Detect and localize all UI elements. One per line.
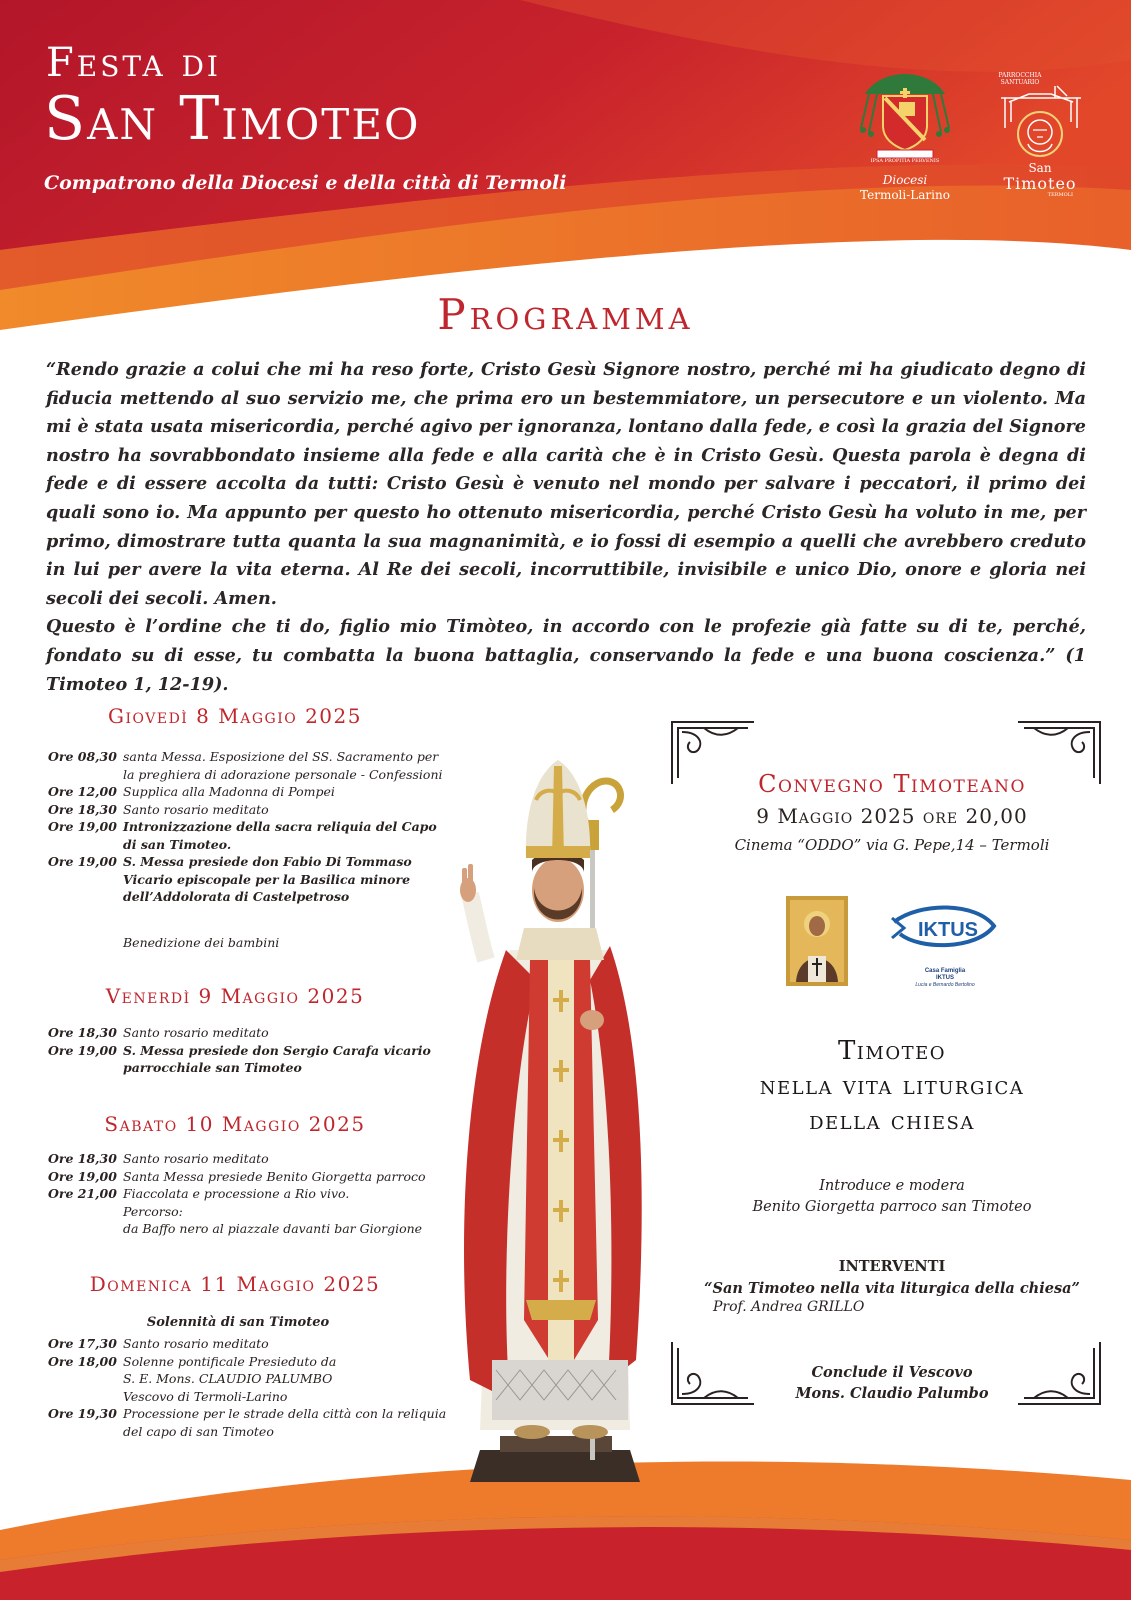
schedule-text: S. Messa presiede don Sergio Carafa vicario parrocchiale san Timoteo xyxy=(123,1042,431,1075)
schedule-text: Santo rosario meditato xyxy=(123,1336,269,1351)
convegno-conclusion xyxy=(690,1362,1094,1404)
schedule-row xyxy=(48,748,448,783)
diocese-name: Diocesi xyxy=(882,173,928,187)
conclusion-line2: Mons. Claudio Palumbo xyxy=(795,1385,989,1402)
schedule-text: Supplica alla Madonna di Pompei xyxy=(123,784,335,799)
intervento-speaker: Prof. Andrea GRILLO xyxy=(713,1299,865,1315)
schedule-time: Ore 12,00 xyxy=(48,784,117,799)
percorso-route: da Baffo nero al piazzale davanti bar Giorgione xyxy=(123,1221,423,1236)
convegno-place: Cinema “ODDO” via G. Pepe,14 – Termoli xyxy=(734,836,1050,854)
schedule-time: Ore 19,30 xyxy=(48,1406,117,1421)
convegno-date: 9 Maggio 2025 ore 20,00 xyxy=(756,804,1028,828)
convegno-topic-line3: della chiesa xyxy=(809,1106,975,1136)
schedule-giovedi xyxy=(48,748,448,906)
convegno-topic-line2: nella vita liturgica xyxy=(759,1071,1025,1101)
saint-icon-image xyxy=(786,896,848,986)
schedule-text: Santo rosario meditato xyxy=(123,801,269,817)
iktus-wordmark: IKTUS xyxy=(918,919,978,941)
iktus-line2: IKTUS xyxy=(936,975,954,981)
schedule-text: santa Messa. Esposizione del SS. Sacramento per la preghiera di adorazione personale - Confessioni xyxy=(123,749,443,782)
schedule-row xyxy=(48,1150,448,1168)
schedule-time: Ore 19,00 xyxy=(48,1168,117,1184)
schedule-time: Ore 19,00 xyxy=(48,1042,117,1058)
parish-logo xyxy=(995,72,1085,199)
schedule-row xyxy=(48,1335,448,1353)
iktus-line3: Lucia e Bernardo Bertolino xyxy=(915,982,975,988)
diocese-place: Termoli-Larino xyxy=(860,188,950,202)
schedule-text: Santo rosario meditato xyxy=(123,1025,269,1040)
convegno-intro-line1: Introduce e modera xyxy=(819,1178,965,1194)
schedule-row xyxy=(48,1388,448,1406)
saint-portrait-icon xyxy=(995,82,1085,162)
parish-place: TERMOLI xyxy=(1047,192,1073,198)
iktus-logo xyxy=(890,904,1000,989)
schedule-time: Ore 17,30 xyxy=(48,1336,117,1351)
schedule-text: Santa Messa presiede Benito Giorgetta parroco xyxy=(123,1168,426,1184)
diocese-motto: IPSA PROPITIA PERVENIS xyxy=(870,158,940,164)
schedule-row xyxy=(48,1405,448,1440)
schedule-text: S. Messa presiede don Fabio Di Tommaso Vicario episcopale per la Basilica minore dell’Addolorata di Castelpetroso xyxy=(123,854,412,904)
schedule-row xyxy=(48,783,448,801)
schedule-text: Santo rosario meditato xyxy=(123,1151,269,1166)
schedule-text: Processione per le strade della città con la reliquia del capo di san Timoteo xyxy=(123,1406,447,1439)
schedule-row xyxy=(48,1370,448,1388)
festa-title-line2: San Timoteo xyxy=(44,84,421,154)
schedule-time: Ore 08,30 xyxy=(48,749,117,764)
schedule-row xyxy=(48,1353,448,1371)
bible-quote xyxy=(46,356,1086,699)
schedule-time: Ore 19,00 xyxy=(48,819,117,834)
bible-quote-p2: Questo è l’ordine che ti do, figlio mio Timòteo, in accordo con le profezie già fatte su di te, perché, fondato su di esse, tu combatta la buona battaglia, conservando la fede e una buona coscienza.” (1 Timoteo 1, 12-19). xyxy=(46,616,1086,695)
day-title-giovedi: Giovedì 8 Maggio 2025 xyxy=(108,704,362,728)
festa-subtitle: Compatrono della Diocesi e della città di Termoli xyxy=(44,172,567,194)
schedule-row xyxy=(48,1024,448,1042)
schedule-time: Ore 19,00 xyxy=(48,854,117,869)
schedule-note-giovedi: Benedizione dei bambini xyxy=(123,935,280,950)
schedule-text: Solenne pontificale Presieduto da xyxy=(123,1353,337,1369)
schedule-sabato xyxy=(48,1150,448,1238)
parish-top-label: PARROCCHIA SANTUARIO xyxy=(998,72,1042,86)
day-title-domenica: Domenica 11 Maggio 2025 xyxy=(89,1272,381,1296)
schedule-row xyxy=(48,1220,448,1238)
saint-timothy-statue-image xyxy=(440,760,670,1490)
day-title-venerdi: Venerdì 9 Maggio 2025 xyxy=(105,984,365,1008)
schedule-time xyxy=(48,1388,123,1406)
intervento-title: “San Timoteo nella vita liturgica della chiesa” xyxy=(704,1280,1080,1297)
interventi-label: INTERVENTI xyxy=(838,1258,946,1275)
schedule-row xyxy=(48,853,448,906)
schedule-row xyxy=(48,1042,448,1077)
schedule-text: Fiaccolata e processione a Rio vivo. xyxy=(123,1186,350,1201)
iktus-line1: Casa Famiglia xyxy=(924,968,966,974)
programma-title: Programma xyxy=(437,290,694,339)
parish-name-2: Timoteo xyxy=(1003,174,1077,193)
bible-quote-p1: “Rendo grazie a colui che mi ha reso forte, Cristo Gesù Signore nostro, perché mi ha giudicato degno di fiducia mettendo al suo servizio me, che prima ero un bestemmiatore, un persecutore e un violento. Ma mi è stata usata misericordia, perché agivo per ignoranza, lontano dalla fede, e così la grazia del Signore nostro ha sovrabbondato insieme alla fede e alla carità che è in Cristo Gesù. Questa parola è degna di fede e di essere accolta da tutti: Cristo Gesù è venuto nel mondo per salvare i peccatori, il primo dei quali sono io. Ma appunto per questo ho ottenuto misericordia, perché Cristo Gesù ha voluto in me, per primo, dimostrare tutta quanta la sua magnanimità, e io fossi di esempio a quelli che avrebbero creduto in lui per avere la vita eterna. Al Re dei secoli, incorruttibile, invisibile e unico Dio, onore e gloria nei secoli dei secoli. Amen. xyxy=(46,359,1086,609)
schedule-text: Intronizzazione della sacra reliquia del Capo di san Timoteo. xyxy=(123,819,437,852)
schedule-venerdi xyxy=(48,1024,448,1077)
schedule-text: Vescovo di Termoli-Larino xyxy=(123,1388,288,1404)
convegno-topic-line1: Timoteo xyxy=(837,1036,947,1066)
day-title-sabato: Sabato 10 Maggio 2025 xyxy=(104,1112,366,1136)
schedule-time: Ore 18,00 xyxy=(48,1353,117,1369)
schedule-row xyxy=(48,818,448,853)
festa-title-line1: Festa di xyxy=(46,40,221,86)
schedule-time: Ore 18,30 xyxy=(48,1151,117,1166)
convegno-intro-line2: Benito Giorgetta parroco san Timoteo xyxy=(752,1199,1032,1215)
parish-name-1: San xyxy=(1028,161,1052,175)
schedule-row xyxy=(48,1203,448,1221)
convegno-intro xyxy=(690,1176,1094,1218)
schedule-time: Ore 18,30 xyxy=(48,1025,117,1040)
schedule-time xyxy=(48,1370,123,1388)
iktus-fish-icon xyxy=(890,904,1000,964)
schedule-time: Ore 18,30 xyxy=(48,801,117,817)
convegno-title: Convegno Timoteano xyxy=(758,770,1026,798)
conclusion-line1: Conclude il Vescovo xyxy=(811,1364,973,1381)
schedule-text: S. E. Mons. CLAUDIO PALUMBO xyxy=(123,1371,333,1386)
schedule-row xyxy=(48,1168,448,1186)
schedule-time: Ore 21,00 xyxy=(48,1186,117,1201)
schedule-domenica xyxy=(48,1335,448,1440)
schedule-row xyxy=(48,1185,448,1203)
domenica-subtitle: Solennità di san Timoteo xyxy=(146,1315,330,1330)
convegno-topic xyxy=(690,1034,1094,1139)
coat-of-arms-icon xyxy=(855,70,955,160)
diocese-logo xyxy=(855,70,955,203)
schedule-row xyxy=(48,801,448,819)
percorso-label: Percorso: xyxy=(123,1203,183,1219)
